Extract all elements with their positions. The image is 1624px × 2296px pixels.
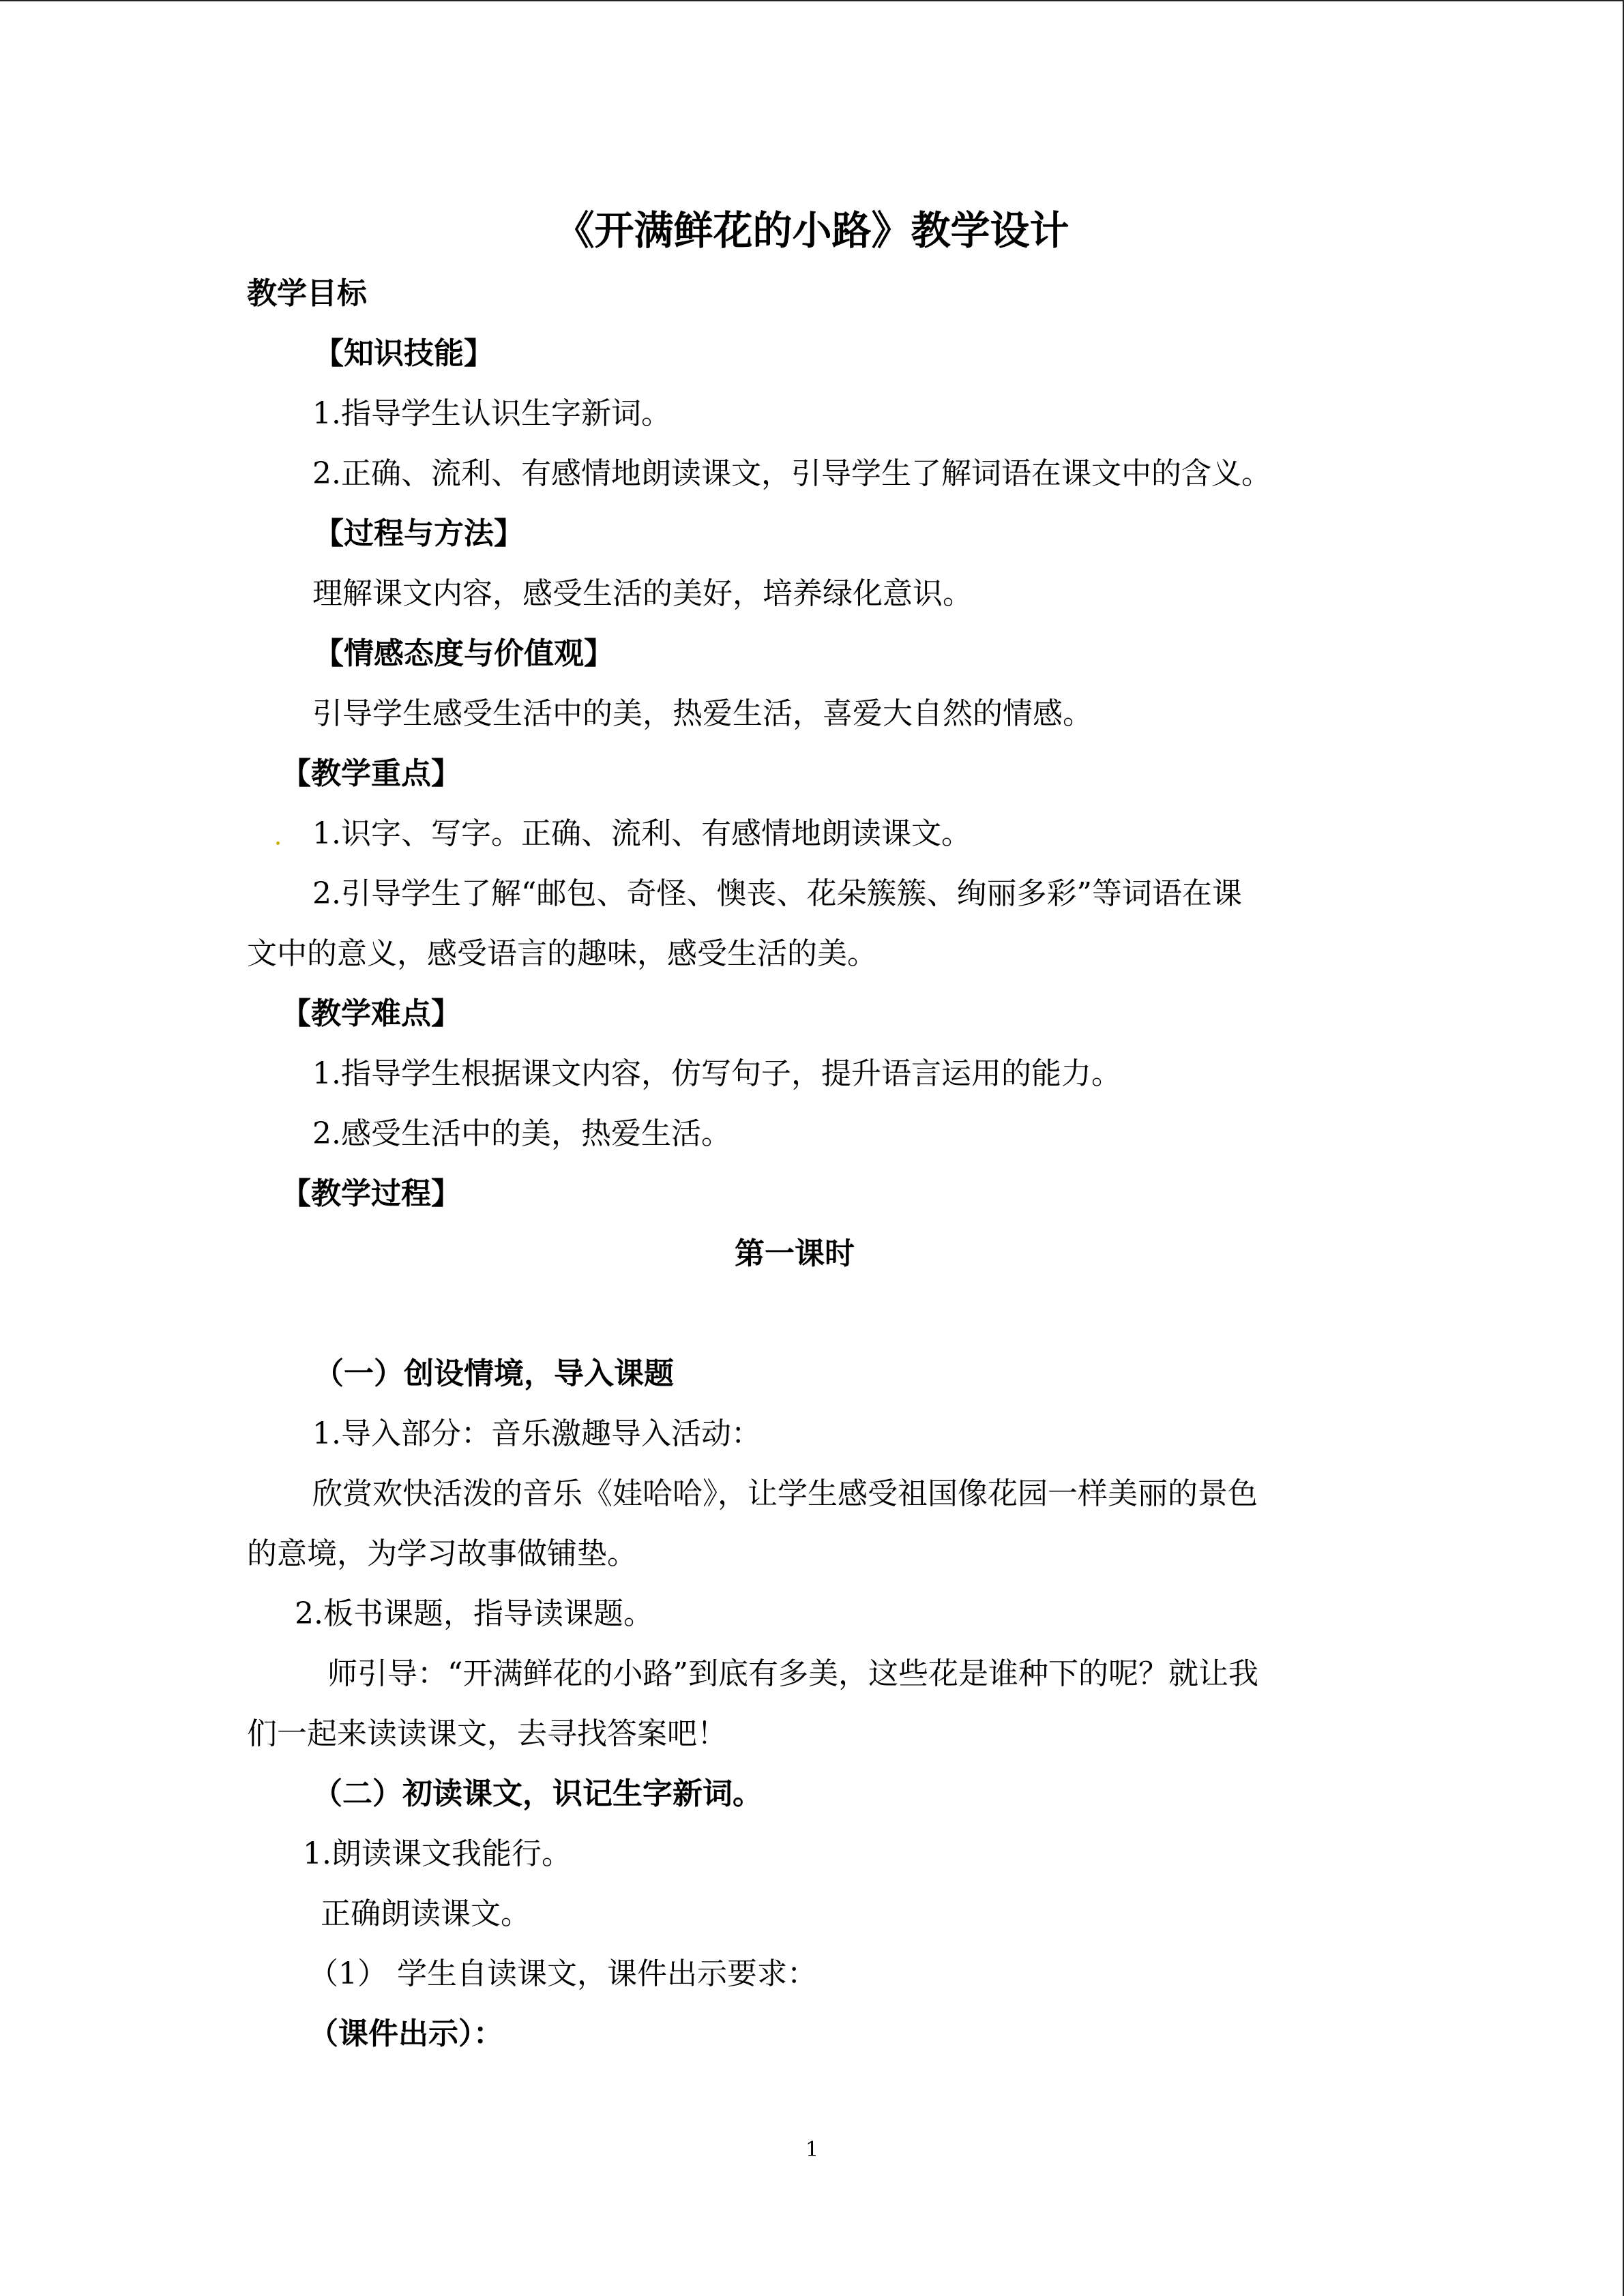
section2-courseware: （课件出示）： xyxy=(308,2016,503,2051)
emotion-text: 引导学生感受生活中的美，热爱生活，喜爱大自然的情感。 xyxy=(312,696,1093,731)
difficulty-heading: 【教学难点】 xyxy=(281,996,461,1031)
emotion-heading: 【情感态度与价值观】 xyxy=(314,636,614,671)
section2-step-1: （1） 学生自读课文，课件出示要求： xyxy=(308,1956,817,1991)
procedure-heading: 【教学过程】 xyxy=(281,1176,461,1211)
section1-heading: （一）创设情境，导入课题 xyxy=(314,1356,674,1391)
section1-paragraph-line2: 的意境，为学习故事做铺垫。 xyxy=(247,1536,637,1571)
knowledge-item-2: 2.正确、流利、有感情地朗读课文，引导学生了解词语在课文中的含义。 xyxy=(312,456,1271,491)
knowledge-heading: 【知识技能】 xyxy=(314,336,494,371)
section1-item-1: 1.导入部分：音乐激趣导入活动： xyxy=(312,1416,761,1451)
process-text: 理解课文内容，感受生活的美好，培养绿化意识。 xyxy=(312,576,973,611)
section1-guide-line2: 们一起来读读课文，去寻找答案吧！ xyxy=(247,1716,727,1751)
key-point-2-line2: 文中的意义，感受语言的趣味，感受生活的美。 xyxy=(247,936,877,971)
stray-mark xyxy=(276,841,280,845)
section1-item-2: 2.板书课题，指导读课题。 xyxy=(295,1596,653,1631)
key-point-2-line1: 2.引导学生了解“邮包、奇怪、懊丧、花朵簇簇、绚丽多彩”等词语在课 xyxy=(312,876,1242,911)
lesson-heading: 第一课时 xyxy=(735,1236,855,1271)
section2-item-1: 1.朗读课文我能行。 xyxy=(303,1836,572,1871)
knowledge-item-1: 1.指导学生认识生字新词。 xyxy=(312,396,671,431)
difficulty-item-2: 2.感受生活中的美，热爱生活。 xyxy=(312,1116,731,1151)
process-heading: 【过程与方法】 xyxy=(314,516,524,551)
section1-paragraph-line1: 欣赏欢快活泼的音乐《娃哈哈》，让学生感受祖国像花园一样美丽的景色 xyxy=(312,1476,1258,1511)
document-title: 《开满鲜花的小路》教学设计 xyxy=(555,207,1069,254)
difficulty-item-1: 1.指导学生根据课文内容，仿写句子，提升语言运用的能力。 xyxy=(312,1056,1121,1091)
section1-guide-line1: 师引导：“开满鲜花的小路”到底有多美，这些花是谁种下的呢？就让我 xyxy=(327,1656,1258,1691)
section2-heading: （二）初读课文，识记生字新词。 xyxy=(312,1776,763,1811)
key-point-1: 1.识字、写字。正确、流利、有感情地朗读课文。 xyxy=(312,816,971,851)
key-points-heading: 【教学重点】 xyxy=(281,756,461,791)
goals-heading: 教学目标 xyxy=(247,276,367,311)
page-number: 1 xyxy=(805,2138,819,2162)
section2-subtext: 正确朗读课文。 xyxy=(321,1896,531,1931)
